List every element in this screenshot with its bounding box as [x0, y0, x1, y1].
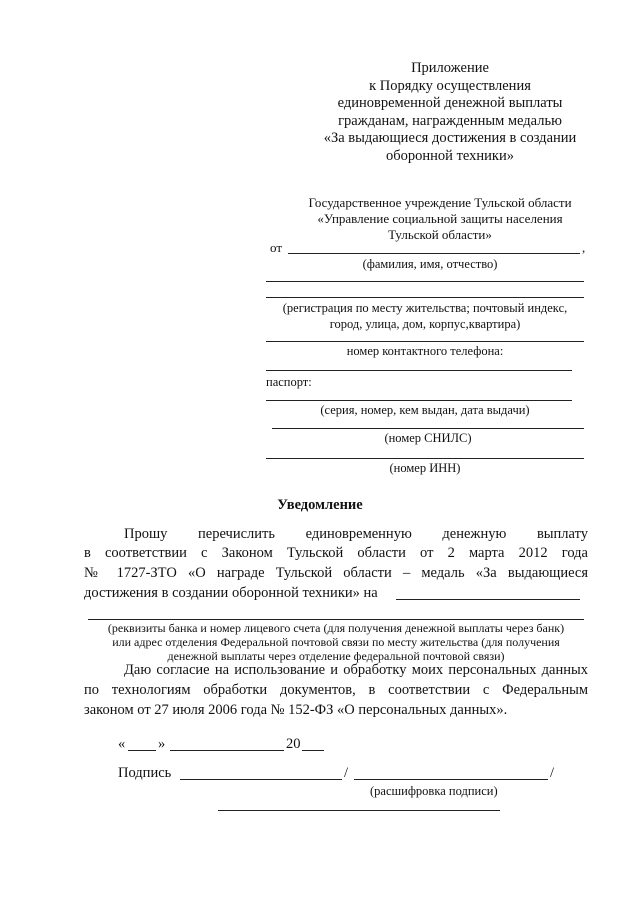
- phone-field-line[interactable]: [266, 370, 572, 371]
- notice-title: Уведомление: [277, 497, 363, 513]
- phone-field[interactable]: [266, 341, 584, 342]
- consent-line-1: Даю согласие на использование и обработку моих персональных данных: [124, 662, 588, 678]
- signature-slash: /: [550, 765, 555, 781]
- requisites-field-short[interactable]: [396, 599, 580, 600]
- requisites-caption: [84, 621, 588, 663]
- request-word: выплату: [536, 526, 588, 542]
- appendix-line: «За выдающиеся достижения в создании: [323, 130, 577, 146]
- date-day-field[interactable]: [128, 750, 156, 751]
- inn-caption: (номер ИНН): [389, 461, 461, 475]
- registration-caption-line: (регистрация по месту жительства; почтовый индекс,: [282, 301, 568, 315]
- consent-line-2: по технологиям обработки документов, в соответствии с Федеральным: [84, 682, 588, 698]
- fio-caption: (фамилия, имя, отчество): [362, 257, 498, 271]
- date-year-label: 20: [286, 736, 301, 752]
- appendix-line: Приложение: [411, 60, 489, 76]
- snils-caption: (номер СНИЛС): [384, 431, 472, 445]
- phone-label: номер контактного телефона:: [346, 344, 504, 358]
- request-word: перечислить: [198, 526, 275, 542]
- from-label: от: [270, 240, 283, 255]
- snils-field[interactable]: [272, 428, 584, 429]
- addressee-block: [270, 195, 610, 243]
- appendix-line: к Порядку осуществления: [369, 77, 531, 94]
- signature-bottom-line[interactable]: [218, 810, 500, 811]
- inn-field[interactable]: [266, 458, 584, 459]
- signature-decoding-field[interactable]: [354, 779, 548, 780]
- request-line-3: № 1727-ЗТО «О награде Тульской области – медаль «За выдающиеся: [84, 565, 588, 581]
- request-line-2: в соответствии с Законом Тульской области от 2 марта 2012 года: [84, 545, 588, 561]
- appendix-line: гражданам, награжденным медалью: [338, 112, 562, 129]
- institution-line: Тульской области»: [388, 227, 492, 242]
- registration-caption-line: город, улица, дом, корпус,квартира): [329, 317, 521, 331]
- signature-slash: /: [344, 765, 349, 781]
- passport-caption: (серия, номер, кем выдан, дата выдачи): [320, 403, 530, 417]
- request-line-1: [124, 526, 588, 543]
- passport-label: паспорт:: [266, 375, 312, 389]
- request-word: Прошу: [124, 526, 168, 542]
- request-word: единовременную: [305, 526, 412, 542]
- date-close-quote: »: [158, 736, 166, 752]
- institution-line: Государственное учреждение Тульской области: [308, 195, 572, 210]
- appendix-line: оборонной техники»: [386, 147, 514, 164]
- appendix-header: [300, 60, 600, 165]
- date-month-field[interactable]: [170, 750, 284, 751]
- requisites-caption-line: или адрес отделения Федеральной почтовой связи по месту жительства (для получения: [112, 635, 560, 649]
- requisites-caption-line: (реквизиты банка и номер лицевого счета (для получения денежной выплаты через банк): [107, 621, 565, 635]
- passport-field[interactable]: [266, 400, 572, 401]
- appendix-line: единовременной денежной выплаты: [337, 95, 563, 111]
- signature-caption: (расшифровка подписи): [370, 784, 498, 798]
- signature-label: Подпись: [118, 765, 172, 781]
- date-open-quote: «: [118, 736, 126, 752]
- institution-line: «Управление социальной защиты населения: [317, 211, 563, 226]
- from-comma: ,: [582, 240, 586, 255]
- date-year-field[interactable]: [302, 750, 324, 751]
- requisites-field[interactable]: [88, 619, 584, 620]
- request-word: денежную: [442, 526, 507, 542]
- fio-field[interactable]: [288, 253, 580, 254]
- registration-field[interactable]: [266, 297, 584, 298]
- requisites-caption-line: денежной выплаты через отделение федеральной почтовой связи): [167, 649, 505, 663]
- registration-field[interactable]: [266, 281, 584, 282]
- registration-caption: [266, 300, 584, 332]
- request-line-4: достижения в создании оборонной техники» на: [84, 585, 378, 601]
- consent-line-3: законом от 27 июля 2006 года № 152-ФЗ «О персональных данных».: [84, 702, 508, 718]
- signature-field[interactable]: [180, 779, 342, 780]
